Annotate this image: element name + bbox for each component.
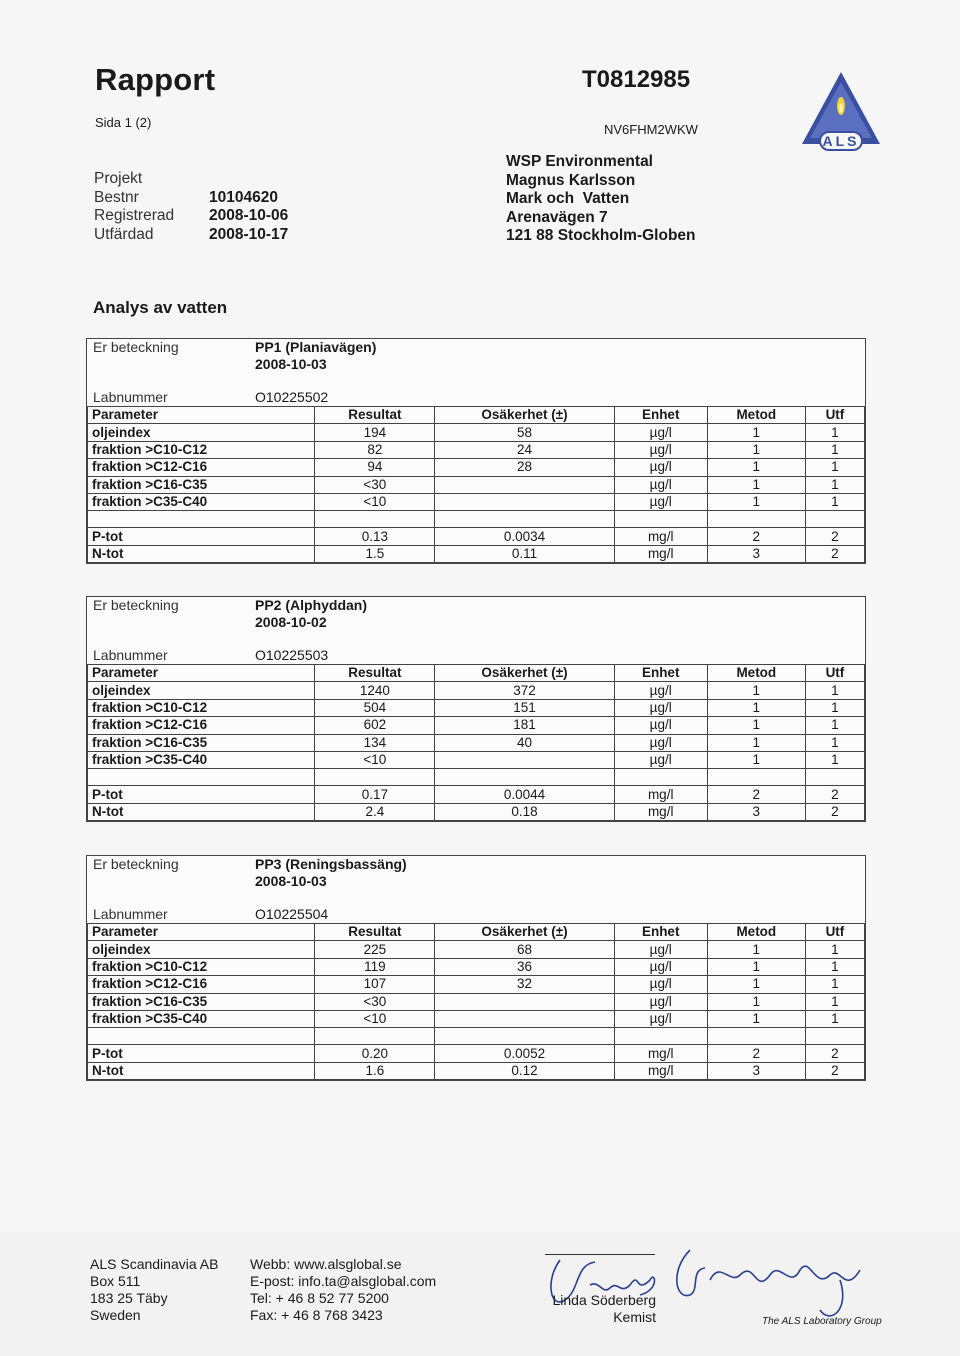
sample-block: [86, 855, 866, 1081]
table-cell: 1: [805, 459, 864, 476]
table-cell: µg/l: [614, 476, 707, 493]
table-cell: 0.0044: [435, 786, 614, 803]
results-table: [87, 664, 865, 821]
table-cell: fraktion >C16-C35: [88, 476, 315, 493]
table-cell: [435, 751, 614, 768]
column-header: Parameter: [88, 924, 315, 941]
table-row: [88, 459, 865, 476]
table-row: [88, 1010, 865, 1027]
results-table: [87, 923, 865, 1080]
table-cell: P-tot: [88, 1045, 315, 1062]
table-cell: mg/l: [614, 786, 707, 803]
table-cell: 2: [805, 1062, 864, 1079]
table-row: [88, 717, 865, 734]
table-row: [88, 941, 865, 958]
table-cell: 1: [805, 441, 864, 458]
table-cell: 1: [707, 941, 805, 958]
column-header: Utf: [805, 407, 864, 424]
table-cell: 36: [435, 958, 614, 975]
table-cell: 1: [805, 1010, 864, 1027]
table-cell: 1: [805, 699, 864, 716]
table-cell: 0.12: [435, 1062, 614, 1079]
table-cell: mg/l: [614, 545, 707, 562]
table-cell: 2: [805, 786, 864, 803]
table-cell: 1: [707, 493, 805, 510]
table-cell: 1: [707, 717, 805, 734]
column-header: Osäkerhet (±): [435, 665, 614, 682]
table-cell: fraktion >C10-C12: [88, 441, 315, 458]
table-cell: 82: [315, 441, 435, 458]
column-header: Enhet: [614, 924, 707, 941]
table-cell: [435, 1010, 614, 1027]
table-cell: 32: [435, 976, 614, 993]
table-cell: µg/l: [614, 993, 707, 1010]
table-cell: 1240: [315, 682, 435, 699]
column-header: Resultat: [315, 407, 435, 424]
order-meta: Projekt Bestnr 10104620 Registrerad 2008-10-06 Utfärdad 2008-10-17: [94, 170, 289, 243]
table-cell: [435, 493, 614, 510]
table-row: [88, 803, 865, 820]
column-header: Osäkerhet (±): [435, 407, 614, 424]
column-header: Resultat: [315, 665, 435, 682]
table-cell: <10: [315, 751, 435, 768]
table-cell: µg/l: [614, 441, 707, 458]
table-cell: fraktion >C12-C16: [88, 459, 315, 476]
table-cell: 0.18: [435, 803, 614, 820]
table-cell: 1: [707, 734, 805, 751]
table-cell: 3: [707, 803, 805, 820]
table-cell: 1: [707, 424, 805, 441]
lab-number: O10225504: [255, 906, 329, 922]
table-cell: 1: [805, 734, 864, 751]
table-cell: 1.6: [315, 1062, 435, 1079]
footer-company: ALS Scandinavia AB Box 511 183 25 Täby Sweden: [90, 1256, 219, 1323]
table-cell: mg/l: [614, 803, 707, 820]
table-cell: <10: [315, 493, 435, 510]
table-cell: 1: [707, 682, 805, 699]
table-cell: mg/l: [614, 528, 707, 545]
table-cell: fraktion >C35-C40: [88, 493, 315, 510]
column-header: Resultat: [315, 924, 435, 941]
spacer-row: [88, 1028, 865, 1045]
table-row: [88, 493, 865, 510]
table-cell: µg/l: [614, 958, 707, 975]
table-cell: fraktion >C12-C16: [88, 976, 315, 993]
er-beteckning-label: Er beteckning: [93, 597, 179, 613]
table-cell: fraktion >C35-C40: [88, 1010, 315, 1027]
table-cell: 1: [707, 699, 805, 716]
table-cell: 1: [805, 976, 864, 993]
table-cell: 1: [707, 459, 805, 476]
column-header: Osäkerhet (±): [435, 924, 614, 941]
table-cell: µg/l: [614, 682, 707, 699]
table-cell: 194: [315, 424, 435, 441]
table-cell: 94: [315, 459, 435, 476]
table-cell: 1: [805, 751, 864, 768]
table-cell: 1: [805, 424, 864, 441]
table-cell: µg/l: [614, 734, 707, 751]
table-cell: µg/l: [614, 699, 707, 716]
table-row: [88, 545, 865, 562]
table-cell: N-tot: [88, 803, 315, 820]
table-cell: 1: [707, 993, 805, 1010]
lab-number: O10225502: [255, 389, 329, 405]
table-cell: 1: [707, 958, 805, 975]
table-cell: µg/l: [614, 976, 707, 993]
table-cell: 107: [315, 976, 435, 993]
recipient-address: WSP Environmental Magnus Karlsson Mark och Vatten Arenavägen 7 121 88 Stockholm-Globen: [506, 153, 696, 245]
report-code: NV6FHM2WKW: [604, 122, 698, 137]
als-logo: [798, 70, 884, 156]
logo-text: ALS: [822, 133, 860, 149]
table-cell: fraktion >C16-C35: [88, 993, 315, 1010]
table-cell: 2: [707, 1045, 805, 1062]
sample-block: [86, 338, 866, 564]
table-cell: 0.0034: [435, 528, 614, 545]
table-row: [88, 682, 865, 699]
table-cell: fraktion >C12-C16: [88, 717, 315, 734]
table-row: [88, 734, 865, 751]
table-cell: 68: [435, 941, 614, 958]
table-cell: 1: [805, 717, 864, 734]
table-cell: oljeindex: [88, 682, 315, 699]
table-cell: 0.17: [315, 786, 435, 803]
table-cell: 1: [707, 441, 805, 458]
table-cell: 1.5: [315, 545, 435, 562]
table-cell: <10: [315, 1010, 435, 1027]
table-cell: µg/l: [614, 717, 707, 734]
table-cell: 40: [435, 734, 614, 751]
table-cell: mg/l: [614, 1062, 707, 1079]
sample-block: [86, 596, 866, 822]
table-cell: 0.13: [315, 528, 435, 545]
table-cell: 2: [805, 545, 864, 562]
table-cell: 134: [315, 734, 435, 751]
table-cell: 1: [805, 941, 864, 958]
spacer-row: [88, 769, 865, 786]
table-cell: P-tot: [88, 528, 315, 545]
table-cell: 1: [707, 476, 805, 493]
column-header: Utf: [805, 924, 864, 941]
report-title: Rapport: [95, 62, 216, 97]
signer: Linda Söderberg Kemist: [552, 1292, 656, 1325]
table-cell: N-tot: [88, 545, 315, 562]
column-header: Enhet: [614, 407, 707, 424]
labnummer-label: Labnummer: [93, 647, 168, 663]
er-beteckning-label: Er beteckning: [93, 339, 179, 355]
table-cell: 1: [805, 993, 864, 1010]
table-cell: 151: [435, 699, 614, 716]
lab-number: O10225503: [255, 647, 329, 663]
sample-name: PP2 (Alphyddan) 2008-10-02: [255, 597, 368, 630]
table-cell: fraktion >C16-C35: [88, 734, 315, 751]
table-cell: 1: [805, 493, 864, 510]
table-cell: µg/l: [614, 751, 707, 768]
sample-name: PP1 (Planiavägen) 2008-10-03: [255, 339, 377, 372]
table-cell: 1: [707, 751, 805, 768]
table-cell: [435, 476, 614, 493]
table-row: [88, 476, 865, 493]
table-cell: 2: [805, 528, 864, 545]
table-cell: 2: [707, 528, 805, 545]
table-cell: 372: [435, 682, 614, 699]
table-cell: <30: [315, 476, 435, 493]
table-cell: 0.20: [315, 1045, 435, 1062]
table-cell: 1: [707, 976, 805, 993]
table-cell: 2: [707, 786, 805, 803]
table-cell: µg/l: [614, 459, 707, 476]
table-cell: 3: [707, 1062, 805, 1079]
table-cell: 0.0052: [435, 1045, 614, 1062]
table-row: [88, 424, 865, 441]
table-row: [88, 976, 865, 993]
table-cell: µg/l: [614, 941, 707, 958]
table-cell: µg/l: [614, 424, 707, 441]
table-cell: <30: [315, 993, 435, 1010]
table-row: [88, 786, 865, 803]
column-header: Metod: [707, 665, 805, 682]
section-title: Analys av vatten: [93, 298, 228, 317]
column-header: Utf: [805, 665, 864, 682]
column-header: Enhet: [614, 665, 707, 682]
table-cell: 2.4: [315, 803, 435, 820]
column-header: Metod: [707, 407, 805, 424]
table-cell: 2: [805, 1045, 864, 1062]
sample-name: PP3 (Reningsbassäng) 2008-10-03: [255, 856, 407, 889]
table-cell: 1: [805, 476, 864, 493]
table-cell: mg/l: [614, 1045, 707, 1062]
table-row: [88, 528, 865, 545]
labnummer-label: Labnummer: [93, 389, 168, 405]
page-indicator: Sida 1 (2): [95, 115, 152, 130]
table-cell: 1: [707, 1010, 805, 1027]
table-cell: fraktion >C10-C12: [88, 699, 315, 716]
table-cell: N-tot: [88, 1062, 315, 1079]
table-row: [88, 1062, 865, 1079]
table-row: [88, 699, 865, 716]
column-header: Parameter: [88, 407, 315, 424]
table-cell: 504: [315, 699, 435, 716]
table-cell: µg/l: [614, 493, 707, 510]
report-number: T0812985: [582, 66, 691, 93]
table-cell: 2: [805, 803, 864, 820]
er-beteckning-label: Er beteckning: [93, 856, 179, 872]
table-cell: 602: [315, 717, 435, 734]
table-cell: [435, 993, 614, 1010]
table-cell: 28: [435, 459, 614, 476]
table-cell: 119: [315, 958, 435, 975]
table-cell: 225: [315, 941, 435, 958]
labnummer-label: Labnummer: [93, 906, 168, 922]
spacer-row: [88, 511, 865, 528]
column-header: Metod: [707, 924, 805, 941]
table-cell: P-tot: [88, 786, 315, 803]
table-cell: fraktion >C10-C12: [88, 958, 315, 975]
table-cell: 58: [435, 424, 614, 441]
table-cell: 1: [805, 958, 864, 975]
column-header: Parameter: [88, 665, 315, 682]
table-cell: 3: [707, 545, 805, 562]
table-cell: 1: [805, 682, 864, 699]
footer-contact: Webb: www.alsglobal.se E-post: info.ta@alsglobal.com Tel: + 46 8 52 77 5200 Fax: + 46 8 768 3423: [250, 1256, 437, 1323]
table-cell: 181: [435, 717, 614, 734]
table-row: [88, 1045, 865, 1062]
table-row: [88, 993, 865, 1010]
table-cell: 0.11: [435, 545, 614, 562]
table-cell: µg/l: [614, 1010, 707, 1027]
table-cell: fraktion >C35-C40: [88, 751, 315, 768]
table-row: [88, 441, 865, 458]
group-text: The ALS Laboratory Group: [762, 1316, 882, 1327]
table-cell: oljeindex: [88, 424, 315, 441]
results-table: [87, 406, 865, 563]
table-cell: 24: [435, 441, 614, 458]
table-cell: oljeindex: [88, 941, 315, 958]
table-row: [88, 751, 865, 768]
table-row: [88, 958, 865, 975]
